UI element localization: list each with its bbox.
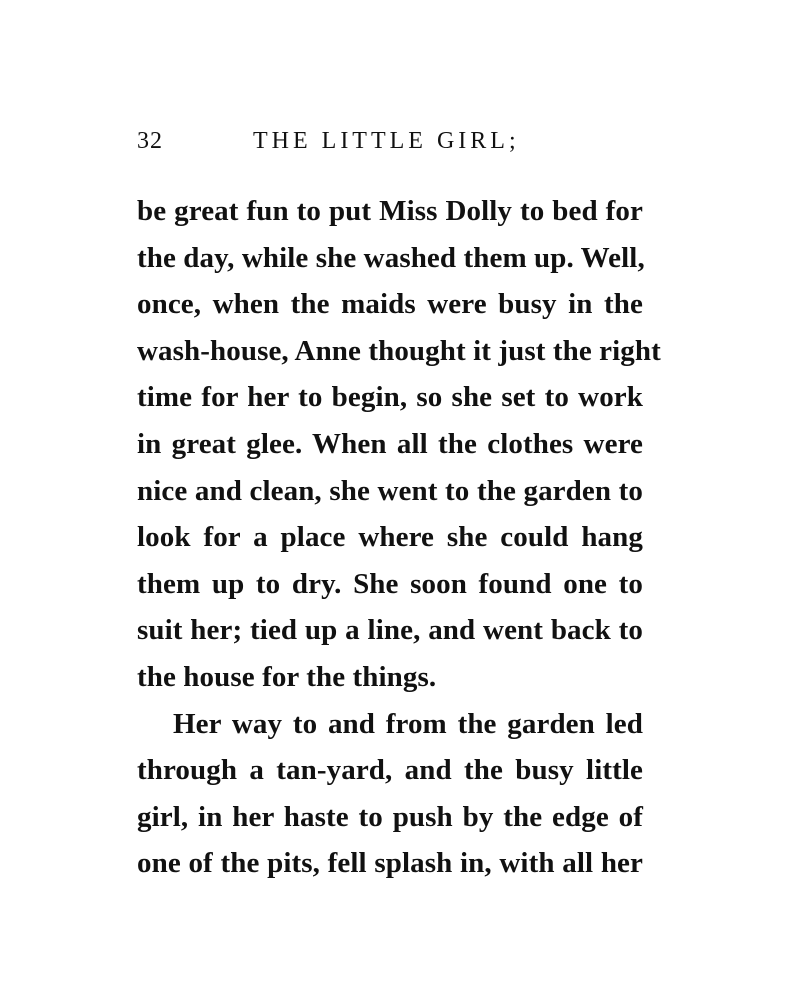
- page-header: [137, 128, 643, 168]
- page-number: 32: [137, 128, 163, 154]
- text-line: them up to dry. She soon found one to: [137, 567, 643, 600]
- text-line: suit her; tied up a line, and went back to: [137, 614, 643, 647]
- text-line: wash-house, Anne thought it just the right: [137, 334, 661, 367]
- text-line: look for a place where she could hang: [137, 521, 643, 554]
- text-line: through a tan-yard, and the busy little: [137, 754, 643, 787]
- text-line-paragraph-end: the house for the things.: [137, 660, 437, 693]
- text-line: once, when the maids were busy in the: [137, 288, 643, 321]
- text-line: be great fun to put Miss Dolly to bed for: [137, 195, 643, 227]
- text-line: one of the pits, fell splash in, with all her: [137, 847, 643, 880]
- text-line: nice and clean, she went to the garden to: [137, 474, 643, 507]
- body-text: [137, 188, 661, 887]
- text-line-paragraph-start: Her way to and from the garden led: [173, 707, 643, 740]
- text-line: in great glee. When all the clothes were: [137, 427, 643, 460]
- text-line: girl, in her haste to push by the edge of: [137, 800, 643, 833]
- text-line: the day, while she washed them up. Well,: [137, 241, 645, 274]
- running-head: THE LITTLE GIRL;: [253, 128, 520, 154]
- text-line: time for her to begin, so she set to work: [137, 381, 643, 414]
